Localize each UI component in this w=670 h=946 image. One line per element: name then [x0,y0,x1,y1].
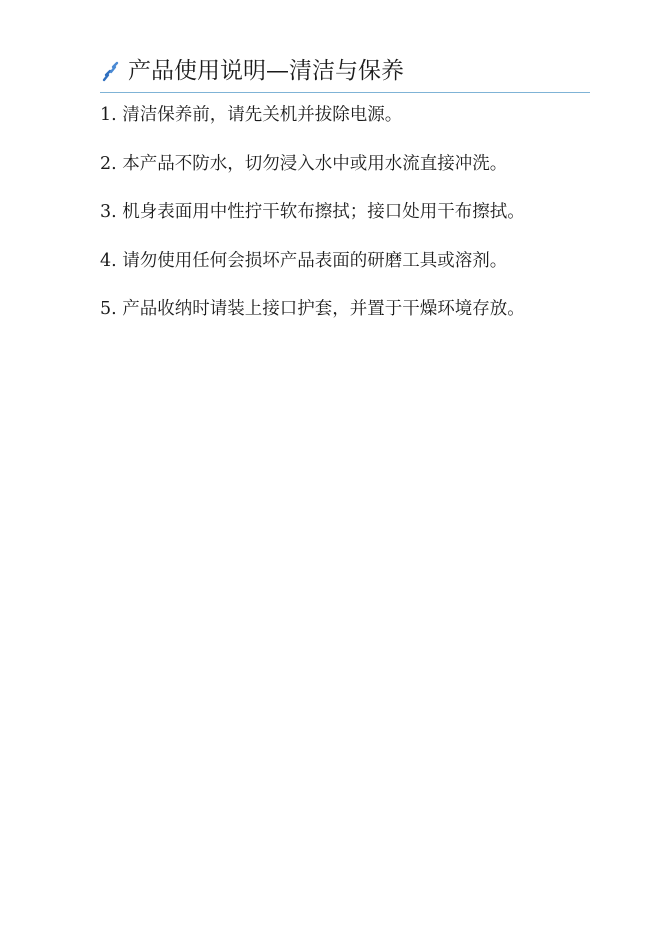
list-item: 1. 清洁保养前，请先关机并拔除电源。 [100,105,403,125]
list-item: 5. 产品收纳时请装上接口护套，并置于干燥环境存放。 [100,299,525,319]
lightning-icon [100,60,122,82]
list-item: 3. 机身表面用中性拧干软布擦拭；接口处用干布擦拭。 [100,202,525,222]
list-item: 4. 请勿使用任何会损坏产品表面的研磨工具或溶剂。 [100,250,508,271]
list-item: 2. 本产品不防水，切勿浸入水中或用水流直接冲洗。 [100,153,508,174]
page-header [100,52,590,90]
instruction-list [100,101,590,344]
title-divider [100,92,590,93]
page-title: 产品使用说明—清洁与保养 [128,58,404,84]
